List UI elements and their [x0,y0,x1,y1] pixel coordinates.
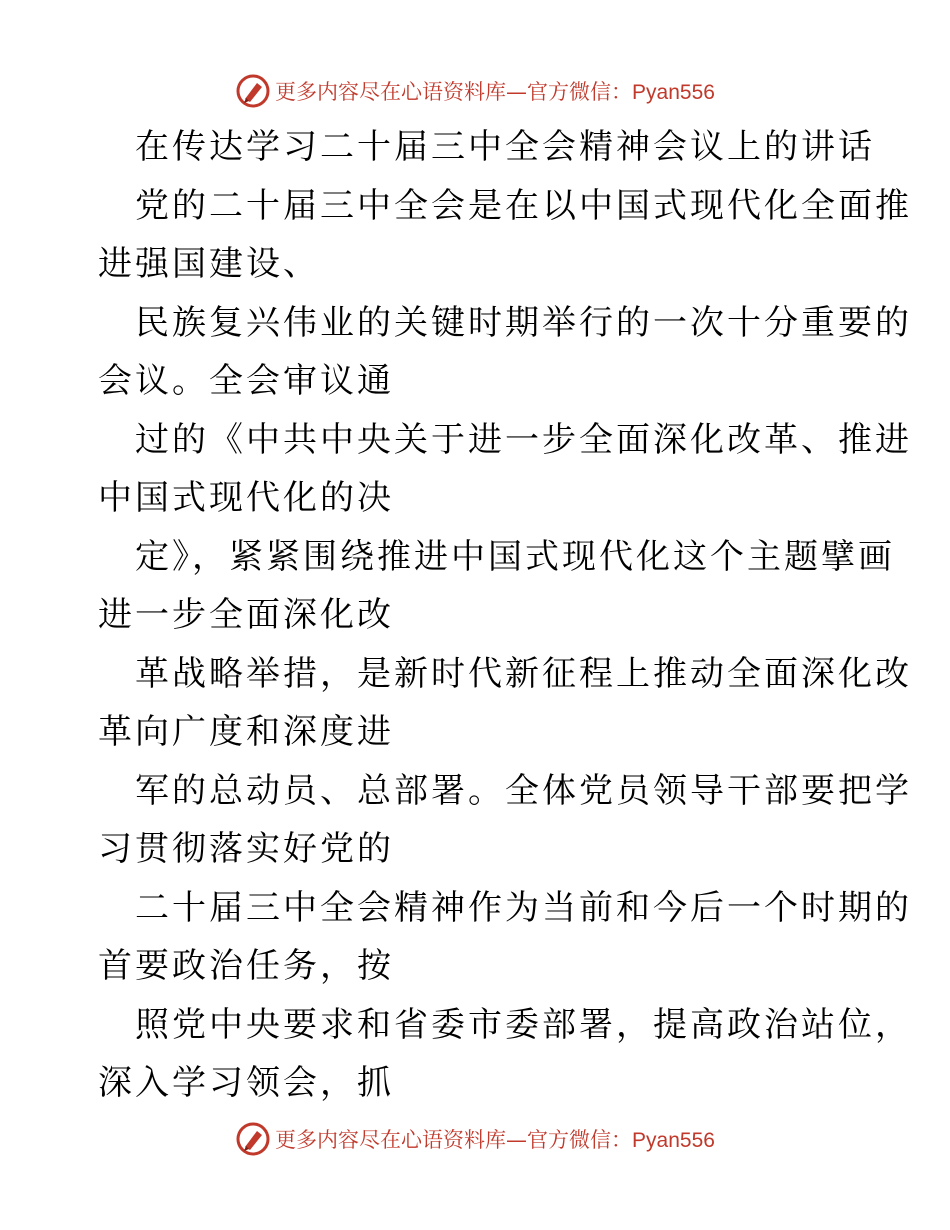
document-title: 在传达学习二十届三中全会精神会议上的讲话 [135,127,875,167]
paragraph-line: 党的二十届三中全会是在以中国式现代化全面推 [135,185,912,226]
header-watermark [0,72,950,110]
paragraph-line: 二十届三中全会精神作为当前和今后一个时期的 [135,887,912,928]
wechat-id: Pyan556 [632,1129,715,1152]
paragraph-line: 深入学习领会，抓 [98,1063,394,1103]
paragraph-line: 进强国建设、 [98,244,320,284]
paragraph-line: 定》，紧紧围绕推进中国式现代化这个主题擘画 [135,536,895,577]
watermark-text: 更多内容尽在心语资料库—官方微信：Pyan556 [275,80,715,104]
footer-watermark [0,1120,950,1158]
paragraph-line: 首要政治任务，按 [98,946,394,986]
watermark-text: 更多内容尽在心语资料库—官方微信：Pyan556 [275,1128,715,1152]
paragraph-line: 革向广度和深度进 [98,712,394,752]
wechat-id: Pyan556 [632,81,715,104]
paragraph-line: 军的总动员、总部署。全体党员领导干部要把学 [135,770,912,811]
paragraph-line: 进一步全面深化改 [98,595,394,635]
paragraph-line: 中国式现代化的决 [98,478,394,518]
paragraph-line: 革战略举措，是新时代新征程上推动全面深化改 [135,653,912,694]
pen-logo-icon [235,1121,271,1157]
paragraph-line: 习贯彻落实好党的 [98,829,394,869]
document-body [98,118,912,1113]
paragraph-line: 民族复兴伟业的关键时期举行的一次十分重要的 [135,302,912,343]
paragraph-line: 照党中央要求和省委市委部署，提高政治站位， [135,1004,912,1045]
paragraph-line: 会议。全会审议通 [98,361,394,401]
pen-logo-icon [235,73,271,109]
paragraph-line: 过的《中共中央关于进一步全面深化改革、推进 [135,419,912,460]
